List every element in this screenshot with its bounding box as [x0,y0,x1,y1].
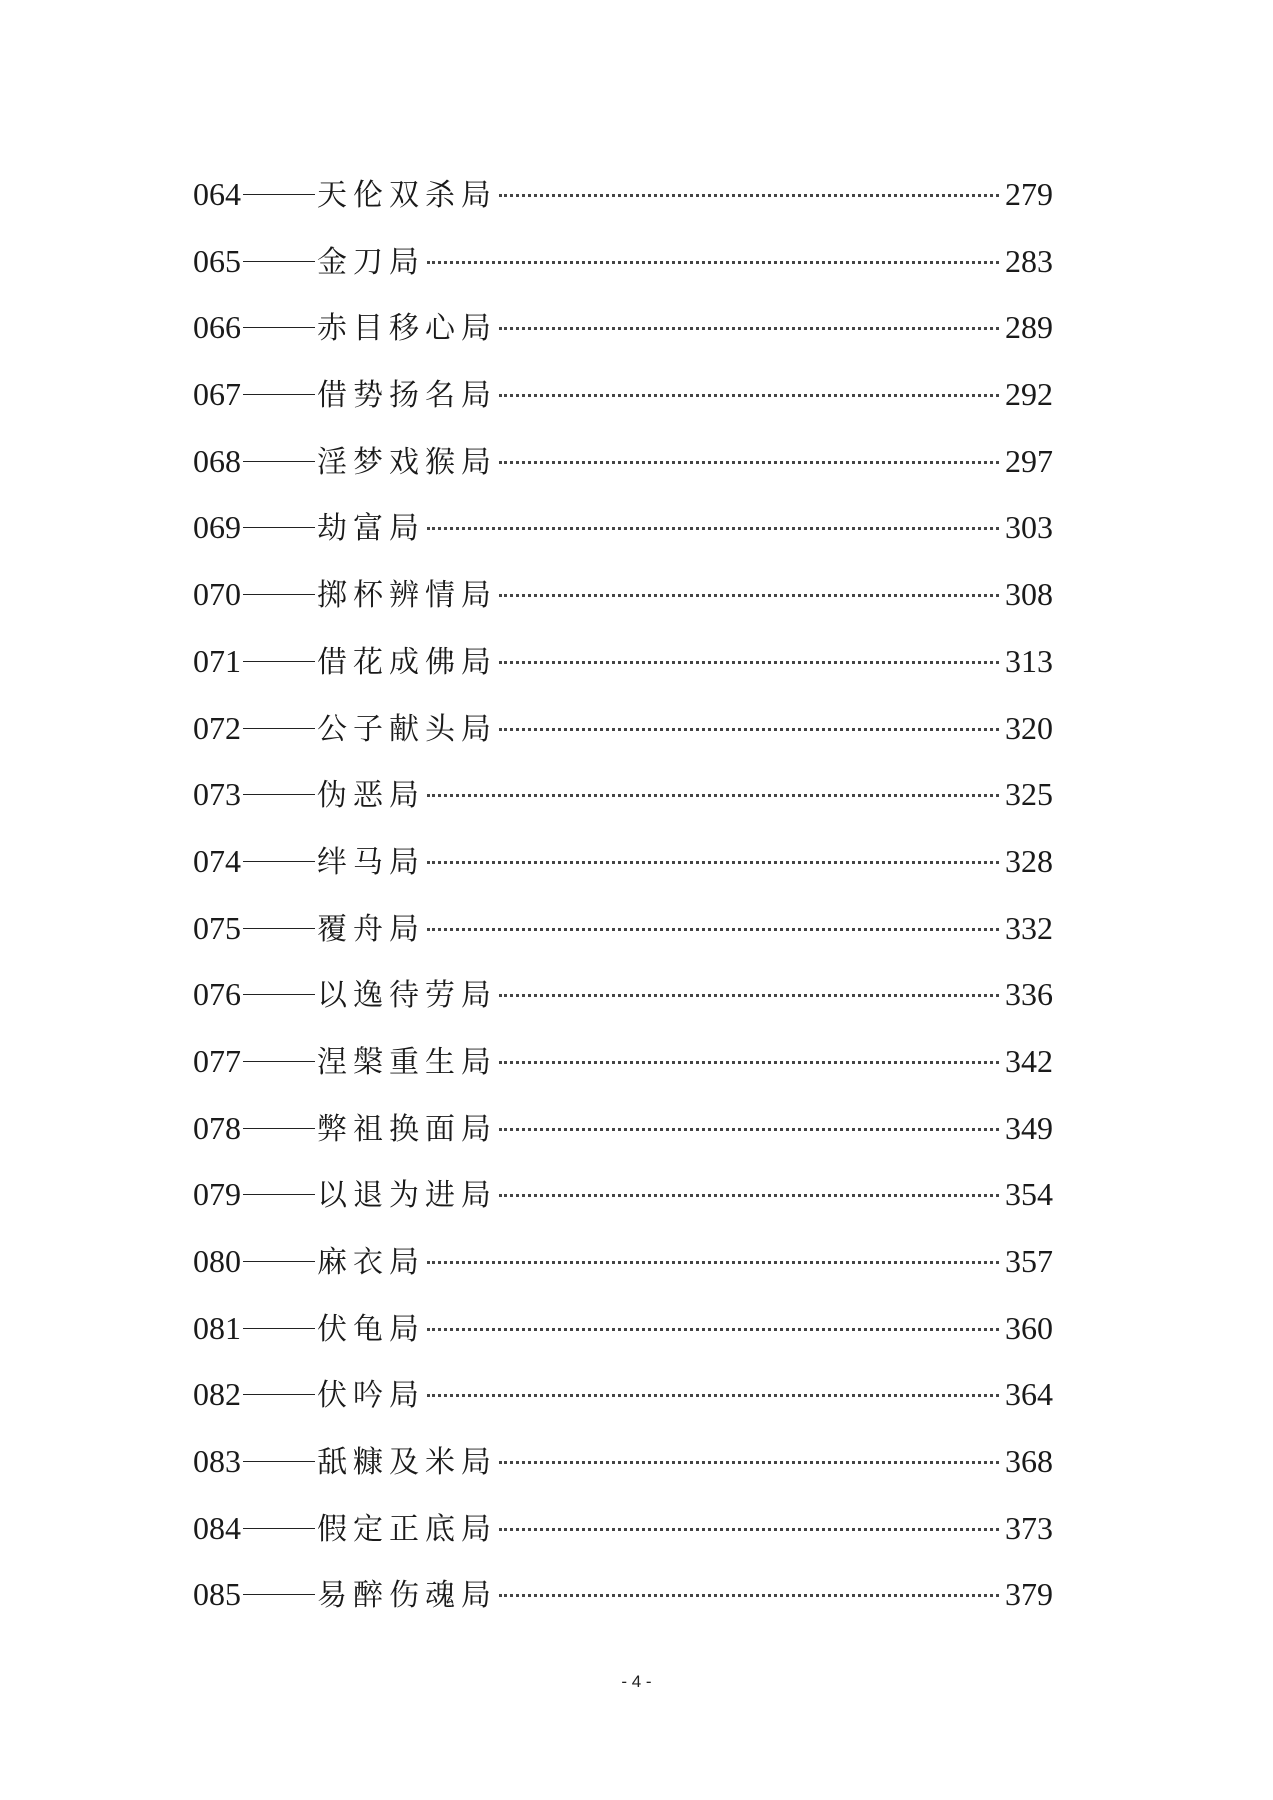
dot-leader [499,1594,999,1597]
entry-dash [243,261,315,262]
entry-number: 083 [193,1443,241,1480]
entry-page-number: 279 [1005,176,1053,212]
dot-leader [499,327,999,330]
entry-dash [243,594,315,595]
entry-title: 假定正底局 [317,1511,497,1547]
dot-leader [499,1061,999,1064]
entry-dash [243,1461,315,1462]
toc-entry[interactable] [193,494,1053,561]
entry-title: 易醉伤魂局 [317,1578,497,1614]
dot-leader [499,1461,999,1464]
entry-page-number: 289 [1005,309,1053,346]
table-of-contents [193,161,1053,1628]
entry-title: 伏龟局 [317,1311,425,1347]
entry-page-number: 303 [1005,509,1053,546]
dot-leader [427,794,999,797]
dot-leader [499,194,999,197]
entry-page-number: 332 [1005,909,1053,946]
entry-page-number: 292 [1005,376,1053,413]
toc-entry[interactable] [193,1495,1053,1562]
dot-leader [499,728,999,731]
dot-leader [427,928,999,931]
entry-number: 067 [193,376,241,413]
entry-number: 084 [193,1509,241,1546]
entry-dash [243,1194,315,1195]
entry-page-number: 373 [1005,1509,1053,1546]
entry-title: 覆舟局 [317,911,425,947]
entry-title: 以退为进局 [317,1178,497,1214]
entry-number: 069 [193,509,241,546]
toc-entry[interactable] [193,1228,1053,1295]
entry-number: 079 [193,1176,241,1213]
entry-page-number: 320 [1005,709,1053,746]
entry-title: 金刀局 [317,244,425,280]
entry-page-number: 364 [1005,1376,1053,1413]
toc-entry[interactable] [193,1561,1053,1628]
entry-number: 080 [193,1243,241,1279]
entry-title: 掷杯辨情局 [317,578,497,614]
dot-leader [427,861,999,864]
entry-page-number: 313 [1005,642,1053,679]
entry-dash [243,1328,315,1329]
entry-number: 065 [193,242,241,279]
entry-title: 借花成佛局 [317,644,497,680]
dot-leader [499,394,999,397]
entry-page-number: 283 [1005,242,1053,279]
toc-entry[interactable] [193,294,1053,361]
toc-entry[interactable] [193,695,1053,762]
entry-title: 伏吟局 [317,1378,425,1414]
dot-leader [499,594,999,597]
dot-leader [499,1528,999,1531]
entry-dash [243,861,315,862]
toc-entry[interactable] [193,961,1053,1028]
dot-leader [499,461,999,464]
entry-dash [243,728,315,729]
dot-leader [499,994,999,997]
entry-title: 弊祖换面局 [317,1111,497,1147]
entry-number: 073 [193,776,241,813]
entry-page-number: 379 [1005,1576,1053,1613]
toc-entry[interactable] [193,1361,1053,1428]
dot-leader [499,661,999,664]
dot-leader [499,1194,999,1197]
toc-entry[interactable] [193,361,1053,428]
entry-title: 麻衣局 [317,1245,425,1280]
entry-dash [243,1061,315,1062]
entry-title: 淫梦戏猴局 [317,444,497,480]
entry-dash [243,661,315,662]
entry-number: 072 [193,709,241,746]
entry-page-number: 336 [1005,976,1053,1013]
entry-dash [243,1528,315,1529]
toc-entry[interactable] [193,895,1053,962]
entry-title: 天伦双杀局 [317,178,497,213]
dot-leader [499,1128,999,1131]
entry-dash [243,1594,315,1595]
entry-page-number: 342 [1005,1042,1053,1079]
page-number: - 4 - [621,1672,652,1691]
entry-page-number: 357 [1005,1243,1053,1279]
dot-leader [427,1394,999,1397]
entry-title: 舐糠及米局 [317,1445,497,1481]
entry-number: 075 [193,909,241,946]
entry-title: 赤目移心局 [317,311,497,347]
toc-entry[interactable] [193,628,1053,695]
entry-page-number: 328 [1005,842,1053,879]
entry-number: 068 [193,442,241,479]
entry-title: 涅槃重生局 [317,1044,497,1080]
entry-number: 071 [193,642,241,679]
toc-entry[interactable] [193,561,1053,628]
entry-page-number: 368 [1005,1443,1053,1480]
dot-leader [427,261,999,264]
entry-dash [243,794,315,795]
entry-title: 绊马局 [317,844,425,880]
entry-number: 064 [193,176,241,212]
entry-page-number: 349 [1005,1109,1053,1146]
toc-entry[interactable] [193,1161,1053,1228]
entry-title: 以逸待劳局 [317,978,497,1014]
toc-entry[interactable] [193,761,1053,828]
entry-dash [243,327,315,328]
toc-entry[interactable] [193,428,1053,495]
entry-dash [243,394,315,395]
entry-dash [243,194,315,195]
dot-leader [427,1328,999,1331]
entry-dash [243,1261,315,1262]
entry-page-number: 325 [1005,776,1053,813]
entry-dash [243,527,315,528]
entry-dash [243,461,315,462]
toc-entry[interactable] [193,828,1053,895]
entry-page-number: 297 [1005,442,1053,479]
toc-entry[interactable] [193,1095,1053,1162]
entry-page-number: 354 [1005,1176,1053,1213]
entry-number: 078 [193,1109,241,1146]
entry-number: 085 [193,1576,241,1613]
entry-dash [243,1128,315,1129]
entry-dash [243,928,315,929]
entry-number: 077 [193,1042,241,1079]
entry-page-number: 360 [1005,1309,1053,1346]
toc-entry[interactable] [193,1428,1053,1495]
entry-title: 劫富局 [317,511,425,547]
entry-page-number: 308 [1005,576,1053,613]
dot-leader [427,1261,999,1264]
entry-number: 066 [193,309,241,346]
toc-entry[interactable] [193,228,1053,295]
toc-entry[interactable] [193,1295,1053,1362]
entry-number: 070 [193,576,241,613]
entry-number: 074 [193,842,241,879]
entry-title: 伪恶局 [317,778,425,814]
entry-dash [243,1394,315,1395]
entry-title: 公子献头局 [317,711,497,747]
entry-dash [243,994,315,995]
entry-number: 076 [193,976,241,1013]
dot-leader [427,527,999,530]
toc-entry[interactable] [193,161,1053,228]
toc-entry[interactable] [193,1028,1053,1095]
entry-number: 081 [193,1309,241,1346]
entry-title: 借势扬名局 [317,378,497,414]
entry-number: 082 [193,1376,241,1413]
